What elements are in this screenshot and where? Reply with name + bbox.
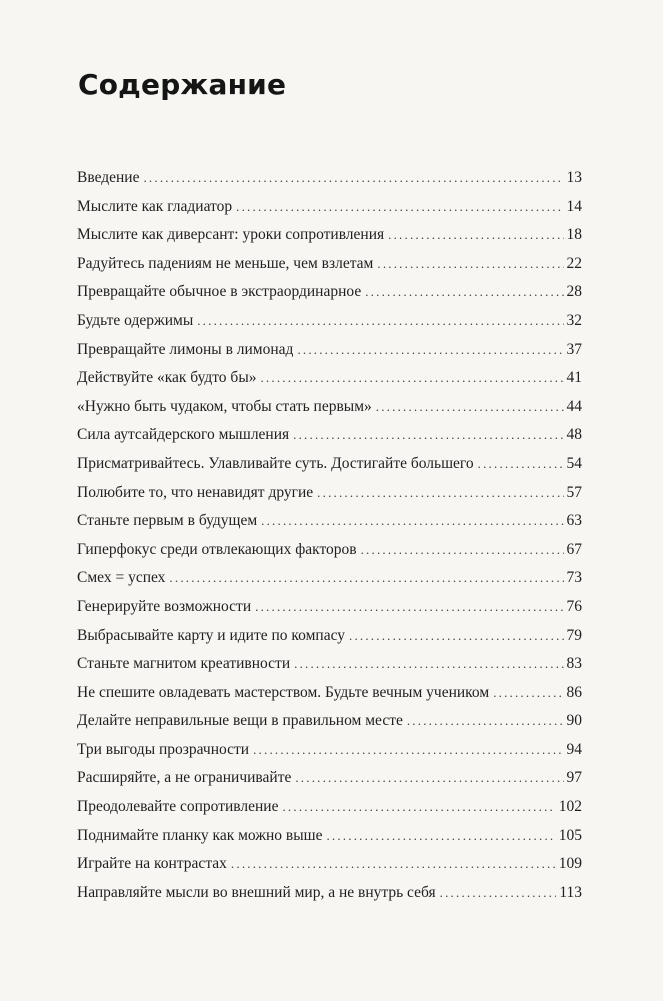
toc-entry-title: Выбрасывайте карту и идите по компасу: [77, 626, 345, 644]
dot-leader: [365, 284, 563, 300]
table-of-contents: [77, 169, 582, 912]
toc-entry-page-number: 67: [566, 540, 582, 558]
toc-entry-title: Мыслите как диверсант: уроки сопротивления: [77, 226, 385, 244]
toc-entry-title: Введение: [77, 169, 140, 186]
toc-entry: [77, 684, 582, 713]
dot-leader: [493, 685, 563, 701]
dot-leader: [326, 828, 555, 844]
toc-entry: [77, 398, 582, 427]
toc-entry: [77, 855, 582, 884]
toc-entry: [77, 627, 582, 656]
toc-entry: [77, 512, 582, 541]
toc-entry: [77, 198, 582, 227]
toc-entry: [77, 827, 582, 856]
dot-leader: [440, 885, 557, 901]
toc-entry-page-number: 22: [566, 254, 582, 272]
toc-entry-title: Смех = успех: [77, 569, 166, 587]
toc-entry-page-number: 79: [566, 626, 582, 644]
toc-entry-page-number: 76: [566, 597, 582, 615]
toc-entry-title: Полюбите то, что ненавидят другие: [77, 483, 314, 501]
toc-entry: [77, 312, 582, 341]
toc-entry-title: Действуйте «как будто бы»: [77, 369, 257, 387]
toc-entry-title: Будьте одержимы: [77, 311, 194, 329]
dot-leader: [143, 170, 563, 186]
toc-entry: [77, 769, 582, 798]
toc-entry-page-number: 94: [566, 740, 582, 758]
dot-leader: [231, 856, 556, 872]
toc-entry-title: Делайте неправильные вещи в правильном месте: [77, 712, 403, 730]
toc-entry-title: Преодолевайте сопротивление: [77, 798, 279, 816]
toc-entry-page-number: 97: [566, 769, 582, 787]
toc-entry-page-number: 90: [566, 712, 582, 730]
toc-entry: [77, 455, 582, 484]
toc-entry-page-number: 113: [559, 883, 582, 901]
toc-entry-page-number: 28: [566, 283, 582, 301]
toc-entry: [77, 255, 582, 284]
toc-entry-title: Играйте на контрастах: [77, 855, 227, 873]
toc-entry-title: Три выгоды прозрачности: [77, 740, 250, 758]
toc-entry-page-number: 14: [566, 197, 582, 215]
toc-entry: [77, 426, 582, 455]
toc-entry: [77, 341, 582, 370]
page-title: Содержание: [78, 68, 287, 101]
toc-entry: [77, 741, 582, 770]
toc-entry-page-number: 63: [566, 512, 582, 530]
toc-entry-title: Мыслите как гладиатор: [77, 197, 233, 215]
dot-leader: [294, 656, 563, 672]
dot-leader: [261, 513, 563, 529]
toc-entry-page-number: 83: [566, 655, 582, 673]
toc-entry-page-number: 44: [566, 397, 582, 415]
toc-entry-page-number: 37: [566, 340, 582, 358]
toc-entry-title: Гиперфокус среди отвлекающих факторов: [77, 540, 357, 558]
toc-entry-page-number: 32: [566, 311, 582, 329]
dot-leader: [169, 570, 563, 586]
dot-leader: [388, 227, 563, 243]
toc-entry-title: Расширяйте, а не ограничивайте: [77, 769, 292, 787]
toc-entry-page-number: 73: [566, 569, 582, 587]
dot-leader: [236, 199, 563, 215]
toc-entry-title: Присматривайтесь. Улавливайте суть. Достигайте большего: [77, 454, 474, 472]
toc-entry-title: Превращайте обычное в экстраординарное: [77, 283, 362, 301]
toc-entry-title: «Нужно быть чудаком, чтобы стать первым»: [77, 397, 372, 415]
toc-entry: [77, 884, 582, 913]
toc-entry-title: Радуйтесь падениям не меньше, чем взлетам: [77, 254, 374, 272]
toc-entry: [77, 798, 582, 827]
toc-entry-page-number: 57: [566, 483, 582, 501]
toc-entry-title: Поднимайте планку как можно выше: [77, 826, 323, 844]
dot-leader: [260, 370, 563, 386]
dot-leader: [295, 770, 563, 786]
dot-leader: [282, 799, 555, 815]
toc-entry: [77, 655, 582, 684]
dot-leader: [197, 313, 563, 329]
toc-entry: [77, 712, 582, 741]
toc-entry-page-number: 13: [566, 169, 582, 186]
toc-entry-title: Станьте магнитом креативности: [77, 655, 291, 673]
dot-leader: [376, 399, 564, 415]
dot-leader: [297, 342, 563, 358]
toc-entry: [77, 226, 582, 255]
toc-entry: [77, 569, 582, 598]
dot-leader: [361, 542, 564, 558]
dot-leader: [407, 713, 564, 729]
dot-leader: [478, 456, 564, 472]
toc-entry-title: Направляйте мысли во внешний мир, а не внутрь себя: [77, 883, 436, 901]
toc-entry: [77, 169, 582, 198]
dot-leader: [255, 599, 563, 615]
toc-entry-title: Сила аутсайдерского мышления: [77, 426, 290, 444]
toc-entry: [77, 369, 582, 398]
dot-leader: [377, 256, 563, 272]
toc-entry-page-number: 105: [558, 826, 582, 844]
toc-entry: [77, 283, 582, 312]
toc-entry-page-number: 48: [566, 426, 582, 444]
toc-entry-page-number: 18: [566, 226, 582, 244]
dot-leader: [293, 427, 563, 443]
dot-leader: [253, 742, 563, 758]
toc-entry: [77, 598, 582, 627]
toc-entry-page-number: 86: [566, 683, 582, 701]
toc-entry: [77, 484, 582, 513]
toc-entry-title: Станьте первым в будущем: [77, 512, 258, 530]
dot-leader: [317, 485, 563, 501]
toc-entry-title: Не спешите овладевать мастерством. Будьте вечным учеником: [77, 683, 490, 701]
dot-leader: [349, 628, 564, 644]
toc-entry-page-number: 54: [566, 454, 582, 472]
toc-entry: [77, 541, 582, 570]
toc-entry-page-number: 41: [566, 369, 582, 387]
toc-entry-title: Генерируйте возможности: [77, 597, 252, 615]
toc-entry-page-number: 102: [558, 798, 582, 816]
toc-entry-title: Превращайте лимоны в лимонад: [77, 340, 294, 358]
toc-entry-page-number: 109: [558, 855, 582, 873]
